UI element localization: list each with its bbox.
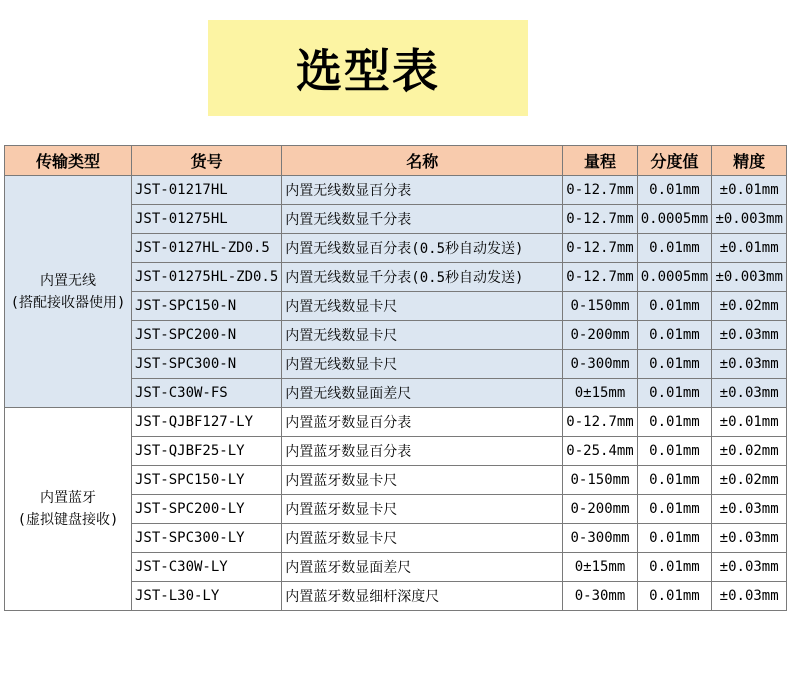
accuracy-cell: ±0.03mm (712, 582, 787, 611)
name-cell: 内置蓝牙数显百分表 (282, 408, 563, 437)
resolution-cell: 0.01mm (637, 379, 711, 408)
range-cell: 0-12.7mm (563, 234, 637, 263)
resolution-cell: 0.01mm (637, 408, 711, 437)
model-cell: JST-C30W-LY (132, 553, 282, 582)
accuracy-cell: ±0.03mm (712, 379, 787, 408)
selection-table (4, 145, 787, 611)
name-cell: 内置蓝牙数显卡尺 (282, 495, 563, 524)
header-range: 量程 (563, 146, 637, 176)
header-resolution: 分度值 (637, 146, 711, 176)
range-cell: 0-300mm (563, 350, 637, 379)
range-cell: 0-200mm (563, 321, 637, 350)
resolution-cell: 0.01mm (637, 321, 711, 350)
transfer-type-note: (搭配接收器使用) (10, 294, 126, 311)
range-cell: 0-300mm (563, 524, 637, 553)
range-cell: 0-12.7mm (563, 205, 637, 234)
range-cell: 0-12.7mm (563, 176, 637, 205)
model-cell: JST-QJBF127-LY (132, 408, 282, 437)
name-cell: 内置蓝牙数显卡尺 (282, 466, 563, 495)
range-cell: 0-12.7mm (563, 408, 637, 437)
accuracy-cell: ±0.03mm (712, 524, 787, 553)
resolution-cell: 0.0005mm (637, 263, 711, 292)
header-row (5, 146, 787, 176)
name-cell: 内置无线数显千分表(0.5秒自动发送) (282, 263, 563, 292)
accuracy-cell: ±0.01mm (712, 176, 787, 205)
header-transfer-type: 传输类型 (5, 146, 132, 176)
name-cell: 内置无线数显百分表 (282, 176, 563, 205)
resolution-cell: 0.01mm (637, 495, 711, 524)
name-cell: 内置无线数显卡尺 (282, 350, 563, 379)
range-cell: 0-12.7mm (563, 263, 637, 292)
page-title: 选型表 (296, 44, 440, 98)
model-cell: JST-C30W-FS (132, 379, 282, 408)
accuracy-cell: ±0.02mm (712, 292, 787, 321)
accuracy-cell: ±0.01mm (712, 408, 787, 437)
resolution-cell: 0.01mm (637, 582, 711, 611)
name-cell: 内置无线数显千分表 (282, 205, 563, 234)
accuracy-cell: ±0.01mm (712, 234, 787, 263)
model-cell: JST-SPC150-N (132, 292, 282, 321)
model-cell: JST-SPC300-LY (132, 524, 282, 553)
name-cell: 内置无线数显面差尺 (282, 379, 563, 408)
name-cell: 内置蓝牙数显卡尺 (282, 524, 563, 553)
name-cell: 内置蓝牙数显百分表 (282, 437, 563, 466)
resolution-cell: 0.01mm (637, 466, 711, 495)
resolution-cell: 0.01mm (637, 234, 711, 263)
model-cell: JST-01275HL-ZD0.5 (132, 263, 282, 292)
accuracy-cell: ±0.03mm (712, 495, 787, 524)
table-row (5, 176, 787, 205)
resolution-cell: 0.01mm (637, 292, 711, 321)
accuracy-cell: ±0.003mm (712, 205, 787, 234)
model-cell: JST-0127HL-ZD0.5 (132, 234, 282, 263)
range-cell: 0-200mm (563, 495, 637, 524)
header-accuracy: 精度 (712, 146, 787, 176)
accuracy-cell: ±0.02mm (712, 437, 787, 466)
resolution-cell: 0.01mm (637, 176, 711, 205)
transfer-type-label: 内置无线 (40, 272, 96, 289)
range-cell: 0-150mm (563, 292, 637, 321)
model-cell: JST-SPC200-LY (132, 495, 282, 524)
transfer-type-note: (虚拟键盘接收) (17, 512, 119, 528)
accuracy-cell: ±0.02mm (712, 466, 787, 495)
resolution-cell: 0.01mm (637, 437, 711, 466)
transfer-type-cell (5, 176, 132, 408)
model-cell: JST-SPC200-N (132, 321, 282, 350)
range-cell: 0-150mm (563, 466, 637, 495)
resolution-cell: 0.0005mm (637, 205, 711, 234)
range-cell: 0-30mm (563, 582, 637, 611)
accuracy-cell: ±0.03mm (712, 321, 787, 350)
name-cell: 内置无线数显卡尺 (282, 321, 563, 350)
name-cell: 内置蓝牙数显细杆深度尺 (282, 582, 563, 611)
name-cell: 内置无线数显百分表(0.5秒自动发送) (282, 234, 563, 263)
model-cell: JST-QJBF25-LY (132, 437, 282, 466)
table-row (5, 408, 787, 437)
accuracy-cell: ±0.03mm (712, 553, 787, 582)
header-name: 名称 (282, 146, 563, 176)
range-cell: 0-25.4mm (563, 437, 637, 466)
model-cell: JST-SPC150-LY (132, 466, 282, 495)
name-cell: 内置蓝牙数显面差尺 (282, 553, 563, 582)
accuracy-cell: ±0.003mm (712, 263, 787, 292)
transfer-type-cell (5, 408, 132, 611)
transfer-type-label: 内置蓝牙 (40, 490, 96, 506)
resolution-cell: 0.01mm (637, 350, 711, 379)
resolution-cell: 0.01mm (637, 553, 711, 582)
model-cell: JST-SPC300-N (132, 350, 282, 379)
model-cell: JST-L30-LY (132, 582, 282, 611)
resolution-cell: 0.01mm (637, 524, 711, 553)
range-cell: 0±15mm (563, 553, 637, 582)
accuracy-cell: ±0.03mm (712, 350, 787, 379)
model-cell: JST-01217HL (132, 176, 282, 205)
title-banner (208, 20, 528, 116)
model-cell: JST-01275HL (132, 205, 282, 234)
header-model: 货号 (132, 146, 282, 176)
range-cell: 0±15mm (563, 379, 637, 408)
name-cell: 内置无线数显卡尺 (282, 292, 563, 321)
